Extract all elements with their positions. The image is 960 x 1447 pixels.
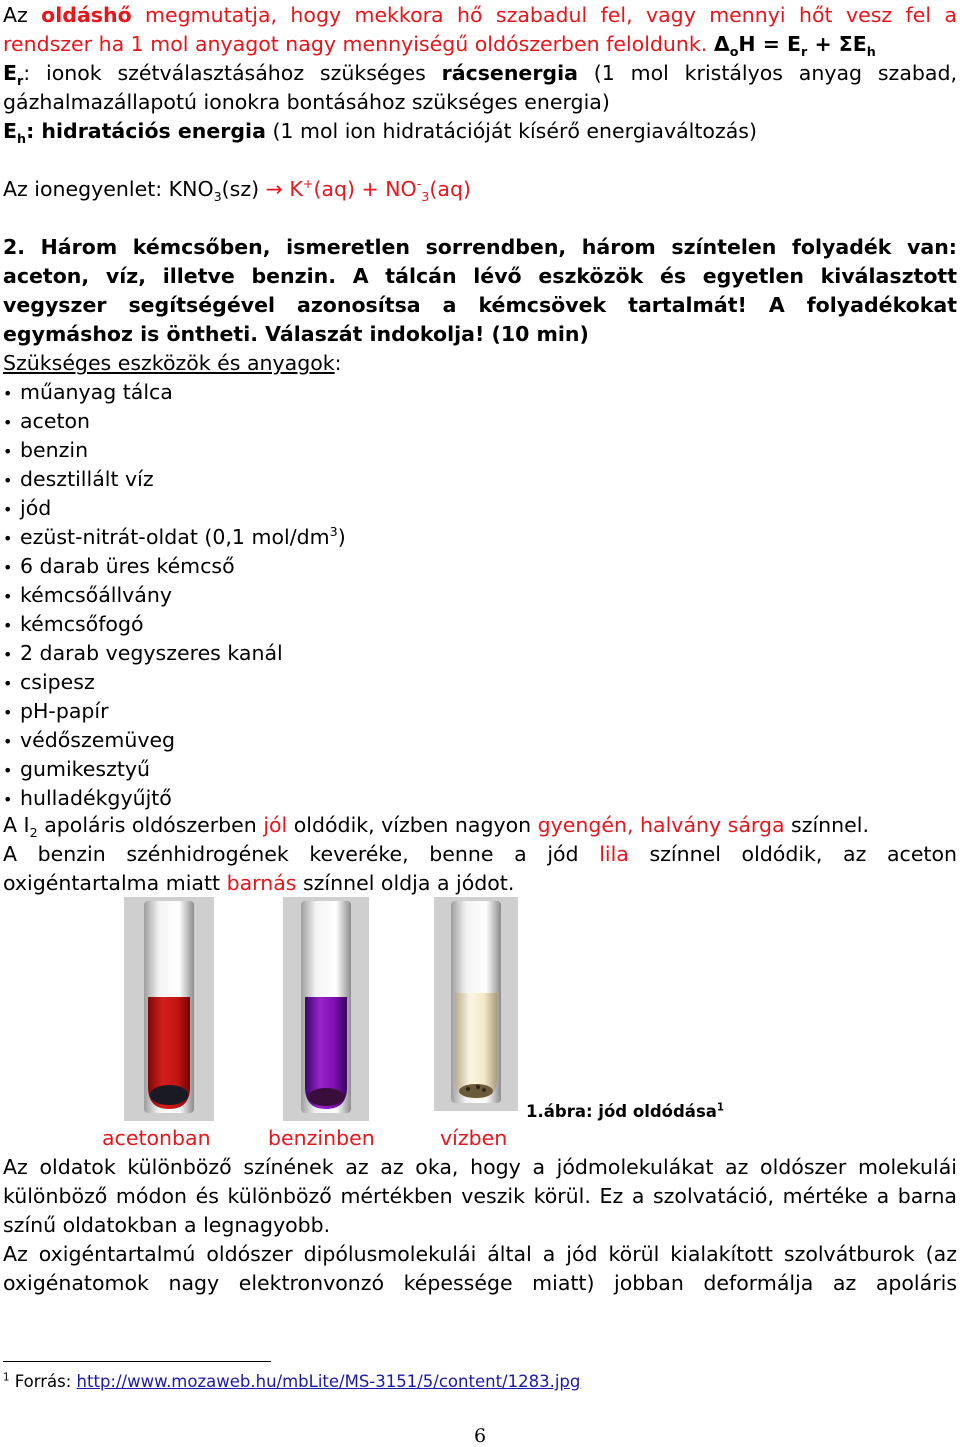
bullet-icon: • bbox=[3, 413, 13, 432]
list-item: • desztillált víz bbox=[3, 465, 154, 495]
bullet-icon: • bbox=[3, 471, 13, 490]
list-item: • védőszemüveg bbox=[3, 726, 175, 756]
arrow-icon: → bbox=[265, 177, 283, 201]
iodine-line-1: A $I_2$ apoláris oldószerben jól oldódik, vízben nagyon gyengén, halvány sárga színnel. bbox=[3, 813, 869, 841]
bullet-icon: • bbox=[3, 616, 13, 635]
formula: $\Delta_oH = E_r + \Sigma E_h$ bbox=[713, 32, 876, 60]
list-item: • gumikesztyű bbox=[3, 755, 150, 785]
conclusion-line-3: színű oldatokban a legnagyobb. bbox=[3, 1213, 331, 1237]
list-item: • kémcsőállvány bbox=[3, 581, 172, 611]
page-number: 6 bbox=[473, 1425, 487, 1447]
task-line-1: 2. Három kémcsőben, ismeretlen sorrendben, három színtelen folyadék van: bbox=[3, 235, 957, 259]
term-oldasho: oldáshő bbox=[41, 3, 132, 27]
bullet-icon: • bbox=[3, 529, 13, 548]
list-item: • pH-papír bbox=[3, 697, 109, 727]
bullet-icon: • bbox=[3, 703, 13, 722]
intro-line-3: $E_r$: ionok szétválasztásához szükséges rácsenergia (1 mol kristályos anyag szabad, bbox=[3, 61, 957, 89]
iodine-line-2: A benzin szénhidrogének keveréke, benne a jód lila színnel oldódik, az aceton bbox=[3, 842, 957, 866]
conclusion-line-2: különböző módon és különböző mértékben veszik körül. Ez a szolvatáció, mértéke a barna bbox=[3, 1184, 957, 1208]
intro-line-5: $E_h$: hidratációs energia (1 mol ion hidratációját kísérő energiaváltozás) bbox=[3, 119, 757, 147]
intro-line-1: Az oldáshő megmutatja, hogy mekkora hő szabadul fel, vagy mennyi hőt vesz fel a bbox=[3, 3, 957, 27]
tools-heading: Szükséges eszközök és anyagok: bbox=[3, 351, 342, 375]
bullet-icon: • bbox=[3, 761, 13, 780]
list-item: • csipesz bbox=[3, 668, 95, 698]
list-item: • benzin bbox=[3, 436, 88, 466]
list-item: • 2 darab vegyszeres kanál bbox=[3, 639, 283, 669]
test-tube-water bbox=[434, 897, 518, 1111]
task-line-3: vegyszer segítségével azonosítsa a kémcsövek tartalmát! A folyadékokat bbox=[3, 293, 957, 317]
task-line-4: egymáshoz is öntheti. Válaszát indokolja! (10 min) bbox=[3, 322, 589, 346]
bullet-icon: • bbox=[3, 732, 13, 751]
intro-line-2: rendszer ha 1 mol anyagot nagy mennyiségű oldószerben feloldunk. $\Delta_oH = E_r + \Sigma E_h$ bbox=[3, 32, 876, 60]
bullet-icon: • bbox=[3, 587, 13, 606]
intro-line-4: gázhalmazállapotú ionokra bontásához szükséges energia) bbox=[3, 90, 610, 114]
conclusion-line-5: oxigénatomok nagy elektronvonzó képessége miatt) jobban deformálja az apoláris bbox=[3, 1271, 957, 1295]
footnote: $^1$ Forrás: http://www.mozaweb.hu/mbLite/MS-3151/5/content/1283.jpg bbox=[3, 1372, 581, 1391]
bullet-icon: • bbox=[3, 500, 13, 519]
list-item: • aceton bbox=[3, 407, 90, 437]
bullet-icon: • bbox=[3, 384, 13, 403]
bullet-icon: • bbox=[3, 790, 13, 809]
bullet-icon: • bbox=[3, 645, 13, 664]
label-vizben: vízben bbox=[440, 1126, 508, 1150]
iodine-line-3: oxigéntartalma miatt barnás színnel oldja a jódot. bbox=[3, 871, 515, 895]
list-item: • hulladékgyűjtő bbox=[3, 784, 172, 814]
list-item: • 6 darab üres kémcső bbox=[3, 552, 235, 582]
list-item: • ezüst-nitrát-oldat (0,1 mol/$dm^3$) bbox=[3, 523, 346, 553]
footnote-link[interactable]: http://www.mozaweb.hu/mbLite/MS-3151/5/content/1283.jpg bbox=[76, 1372, 581, 1391]
ion-equation: Az ionegyenlet: $KNO_3(sz) \to K^+(aq) + NO^-_3(aq)$ bbox=[3, 176, 471, 205]
footnote-divider bbox=[3, 1361, 271, 1362]
bullet-icon: • bbox=[3, 558, 13, 577]
figure-caption: 1.ábra: jód oldódása$^1$ bbox=[526, 1102, 725, 1121]
conclusion-line-4: Az oxigéntartalmú oldószer dipólusmolekulái által a jód körül kialakított szolvátburok (az bbox=[3, 1242, 957, 1266]
label-benzinben: benzinben bbox=[268, 1126, 375, 1150]
list-item: • kémcsőfogó bbox=[3, 610, 144, 640]
bullet-icon: • bbox=[3, 674, 13, 693]
conclusion-line-1: Az oldatok különböző színének az az oka, hogy a jódmolekulákat az oldószer molekulái bbox=[3, 1155, 957, 1179]
test-tube-acetone bbox=[124, 897, 214, 1121]
test-tube-benzine bbox=[283, 897, 369, 1121]
list-item: • műanyag tálca bbox=[3, 378, 173, 408]
label-acetonban: acetonban bbox=[102, 1126, 211, 1150]
list-item: • jód bbox=[3, 494, 51, 524]
task-line-2: aceton, víz, illetve benzin. A tálcán lévő eszközök és egyetlen kiválasztott bbox=[3, 264, 957, 288]
bullet-icon: • bbox=[3, 442, 13, 461]
